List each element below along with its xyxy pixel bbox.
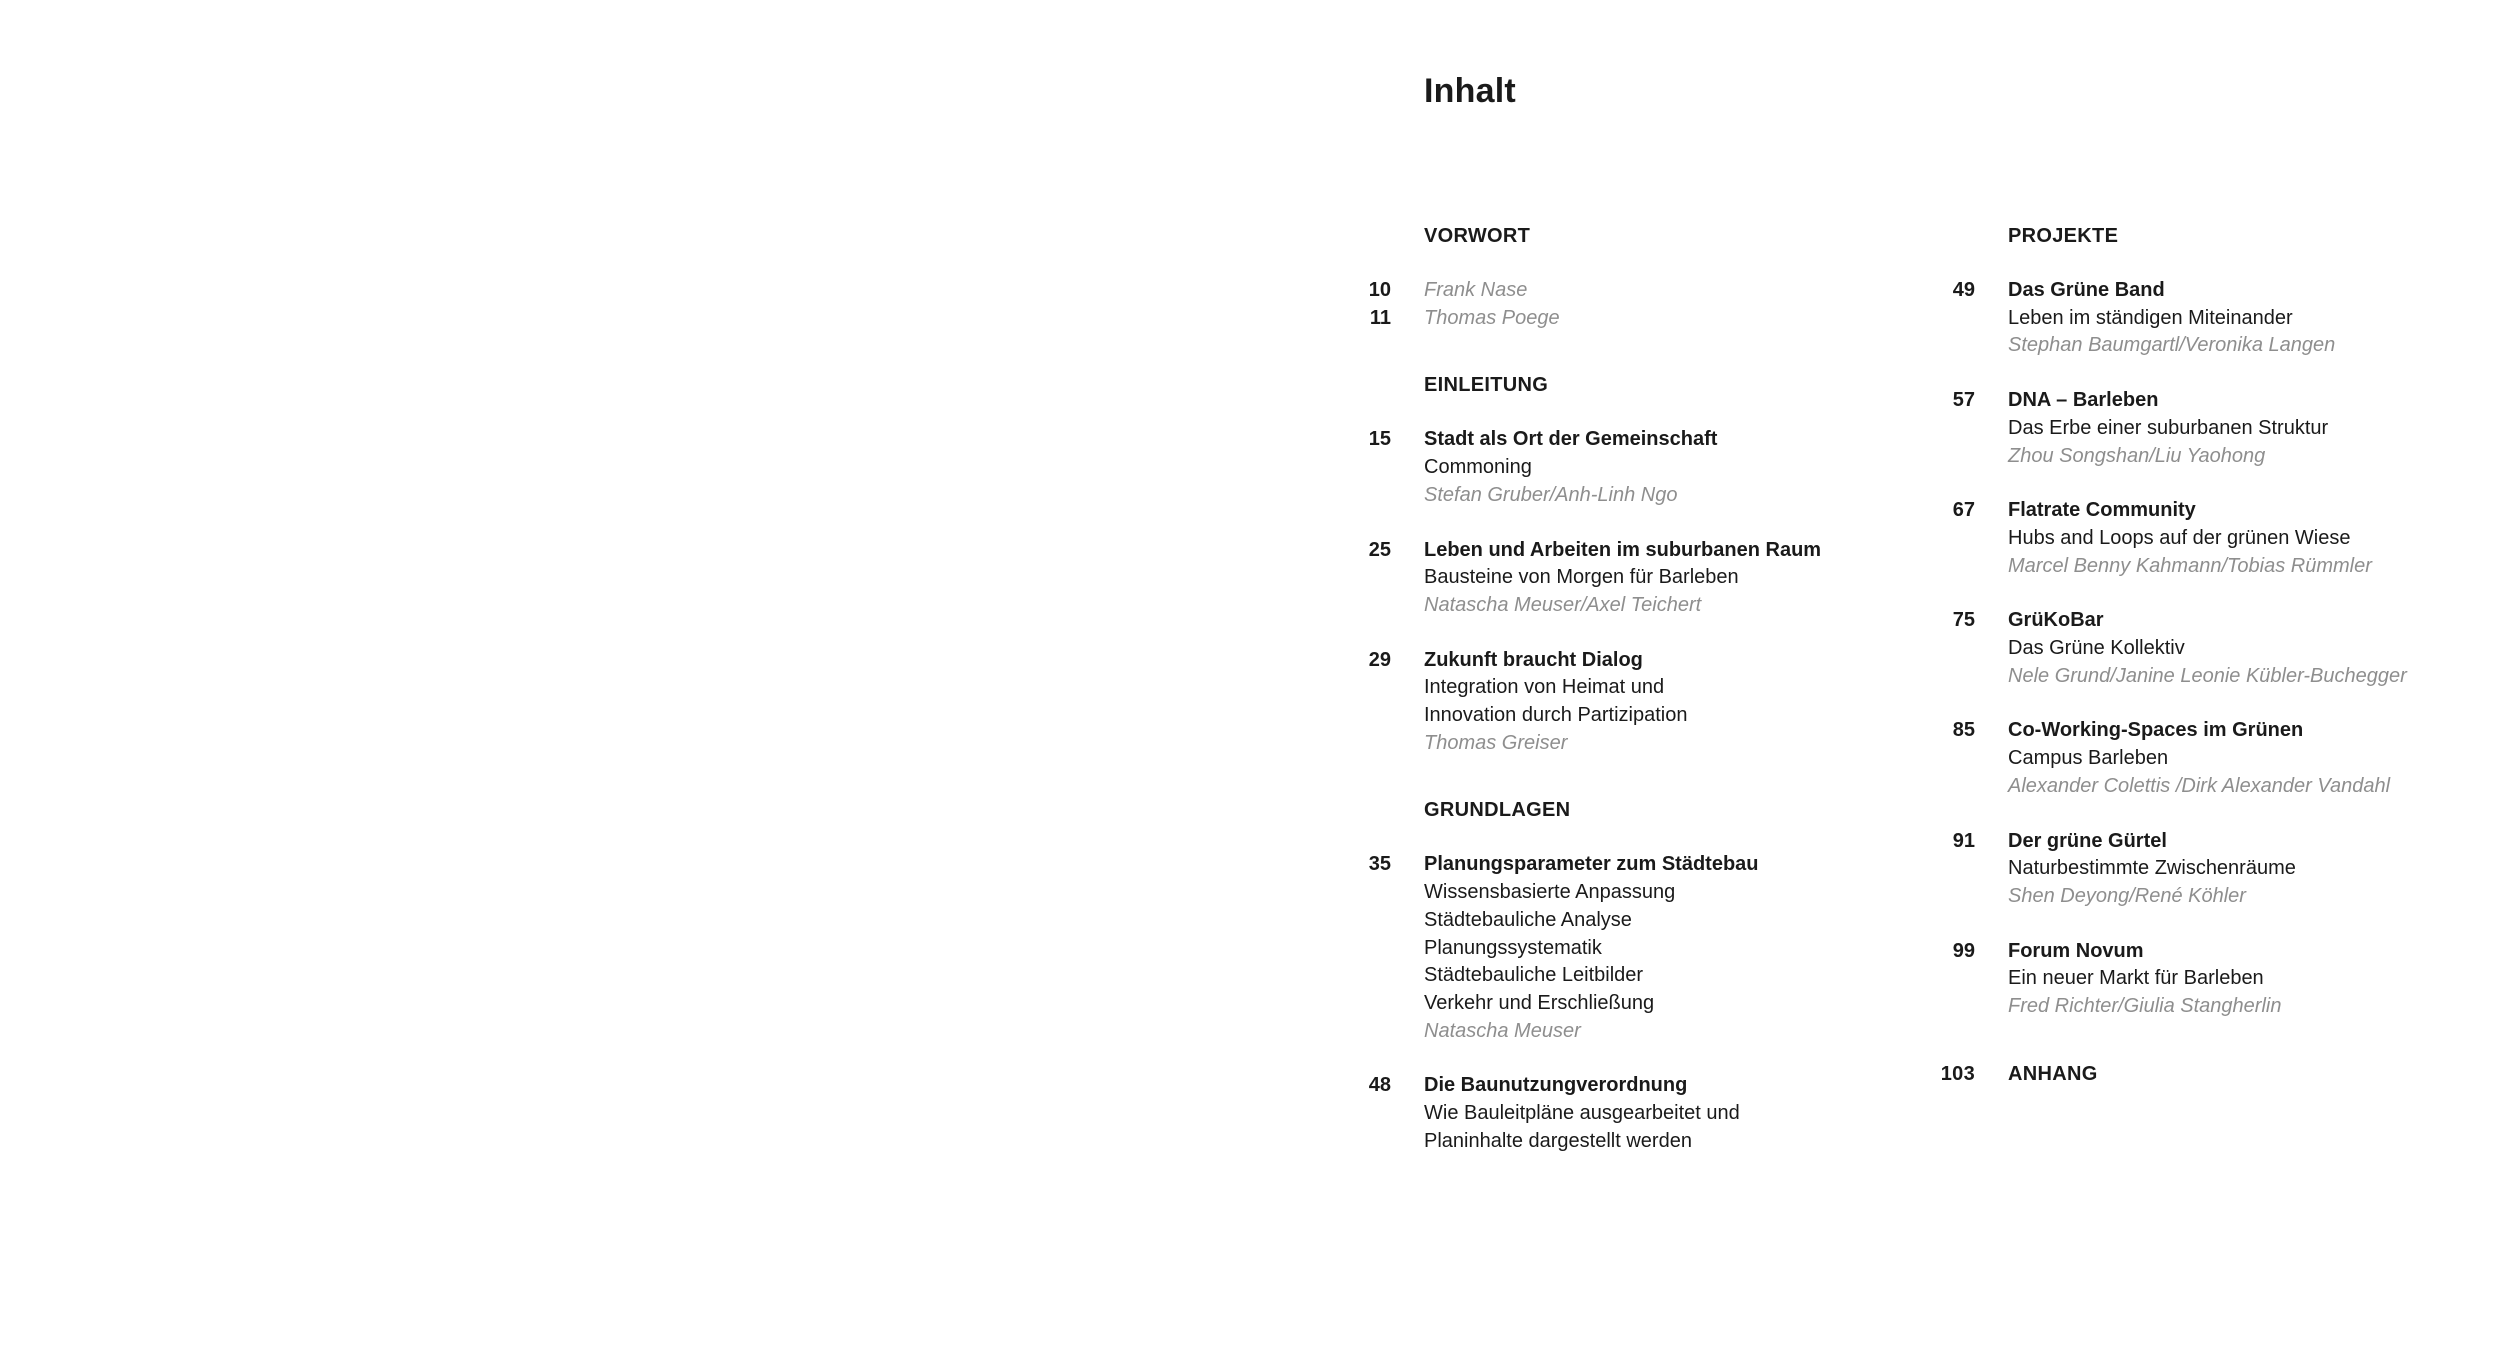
toc-entry	[1952, 607, 2488, 690]
page-number: 48	[1368, 1074, 1391, 1097]
page-number: 85	[1952, 719, 1975, 742]
section-heading-einleitung: EINLEITUNG	[1424, 374, 1549, 397]
entry-subtitle: Ein neuer Markt für Barleben	[2008, 967, 2264, 990]
entry-title: Leben und Arbeiten im suburbanen Raum	[1424, 538, 1822, 561]
entry-subtitle: Commoning	[1424, 456, 1532, 479]
entry-subtitle: Städtebauliche Analyse	[1424, 908, 1632, 931]
page-number: 99	[1952, 939, 1975, 962]
entry-title: Planungsparameter zum Städtebau	[1424, 853, 1759, 876]
entry-author: Thomas Poege	[1424, 306, 1560, 329]
entry-subtitle: Planungssystematik	[1424, 936, 1602, 959]
section-heading-anhang	[1940, 1060, 2488, 1088]
entry-subtitle: Verkehr und Erschließung	[1424, 991, 1655, 1014]
entry-author: Marcel Benny Kahmann/Tobias Rümmler	[2008, 554, 2372, 577]
toc-entry	[1368, 537, 1984, 620]
toc-entry	[1368, 277, 1984, 305]
entry-author: Frank Nase	[1424, 279, 1528, 301]
entry-author: Thomas Greiser	[1424, 731, 1568, 754]
entry-author: Fred Richter/Giulia Stangherlin	[2008, 995, 2282, 1018]
entry-title: Stadt als Ort der Gemeinschaft	[1424, 428, 1718, 451]
toc-entry	[1368, 1072, 1984, 1155]
entry-subtitle: Leben im ständigen Miteinander	[2008, 306, 2293, 329]
entry-title: Co-Working-Spaces im Grünen	[2008, 719, 2304, 742]
entry-subtitle: Wissensbasierte Anpassung	[1424, 881, 1676, 904]
entry-author: Alexander Colettis /Dirk Alexander Vandahl	[2008, 774, 2391, 797]
entry-subtitle: Städtebauliche Leitbilder	[1424, 964, 1644, 987]
toc-column-right	[1940, 222, 2488, 1088]
appendix-label: ANHANG	[2008, 1062, 2098, 1085]
entry-title: Die Baunutzungverordnung	[1424, 1074, 1688, 1097]
page-number: 25	[1368, 538, 1391, 561]
entry-title: Forum Novum	[2008, 939, 2144, 962]
toc-entry	[1369, 305, 1984, 333]
toc-entry	[1368, 647, 1984, 758]
page-number: 11	[1369, 306, 1391, 329]
entry-subtitle: Bausteine von Morgen für Barleben	[1424, 566, 1739, 589]
entry-title: Der grüne Gürtel	[2008, 829, 2167, 852]
entry-author: Stephan Baumgartl/Veronika Langen	[2008, 334, 2336, 357]
entry-author: Zhou Songshan/Liu Yaohong	[2008, 444, 2266, 467]
entry-title: DNA – Barleben	[2008, 389, 2159, 412]
page-number: 67	[1952, 499, 1975, 522]
page-title: Inhalt	[1424, 72, 1516, 110]
page-number: 29	[1368, 648, 1391, 671]
entry-subtitle: Innovation durch Partizipation	[1424, 704, 1688, 727]
entry-subtitle: Wie Bauleitpläne ausgearbeitet und	[1424, 1102, 1740, 1125]
toc-entry	[1952, 938, 2488, 1021]
page-number: 103	[1940, 1062, 1975, 1085]
entry-title: Das Grüne Band	[2008, 279, 2165, 301]
entry-title: Flatrate Community	[2008, 499, 2196, 522]
entry-subtitle: Campus Barleben	[2008, 747, 2169, 770]
entry-title: Zukunft braucht Dialog	[1424, 648, 1643, 671]
section-heading-projekte: PROJEKTE	[2008, 225, 2119, 247]
entry-author: Natascha Meuser	[1424, 1019, 1581, 1042]
page-number: 91	[1952, 829, 1975, 852]
toc-entry	[1368, 426, 1984, 509]
toc-entry	[1952, 717, 2488, 800]
toc-column-left	[1368, 222, 1984, 1182]
page-number: 49	[1952, 279, 1975, 301]
page-number: 35	[1368, 853, 1391, 876]
entry-subtitle: Hubs and Loops auf der grünen Wiese	[2008, 526, 2351, 549]
page-number: 10	[1368, 279, 1391, 301]
toc-entry	[1952, 277, 2488, 360]
page-number: 75	[1952, 609, 1975, 632]
entry-subtitle: Das Erbe einer suburbanen Struktur	[2008, 416, 2329, 439]
section-heading-vorwort: VORWORT	[1424, 225, 1531, 247]
entry-subtitle: Planinhalte dargestellt werden	[1424, 1129, 1692, 1152]
toc-entry	[1952, 828, 2488, 911]
toc-entry	[1952, 497, 2488, 580]
entry-subtitle: Integration von Heimat und	[1424, 676, 1665, 699]
entry-author: Nele Grund/Janine Leonie Kübler-Buchegger	[2008, 664, 2407, 687]
page-number: 15	[1368, 428, 1391, 451]
toc-entry	[1952, 387, 2488, 470]
entry-title: GrüKoBar	[2008, 609, 2104, 632]
entry-author: Natascha Meuser/Axel Teichert	[1424, 593, 1702, 616]
entry-author: Shen Deyong/René Köhler	[2008, 884, 2246, 907]
page-number: 57	[1952, 389, 1975, 412]
entry-subtitle: Naturbestimmte Zwischenräume	[2008, 857, 2296, 880]
toc-entry	[1368, 851, 1984, 1045]
section-heading-grundlagen: GRUNDLAGEN	[1424, 799, 1571, 822]
entry-author: Stefan Gruber/Anh-Linh Ngo	[1424, 483, 1678, 506]
entry-subtitle: Das Grüne Kollektiv	[2008, 637, 2185, 660]
